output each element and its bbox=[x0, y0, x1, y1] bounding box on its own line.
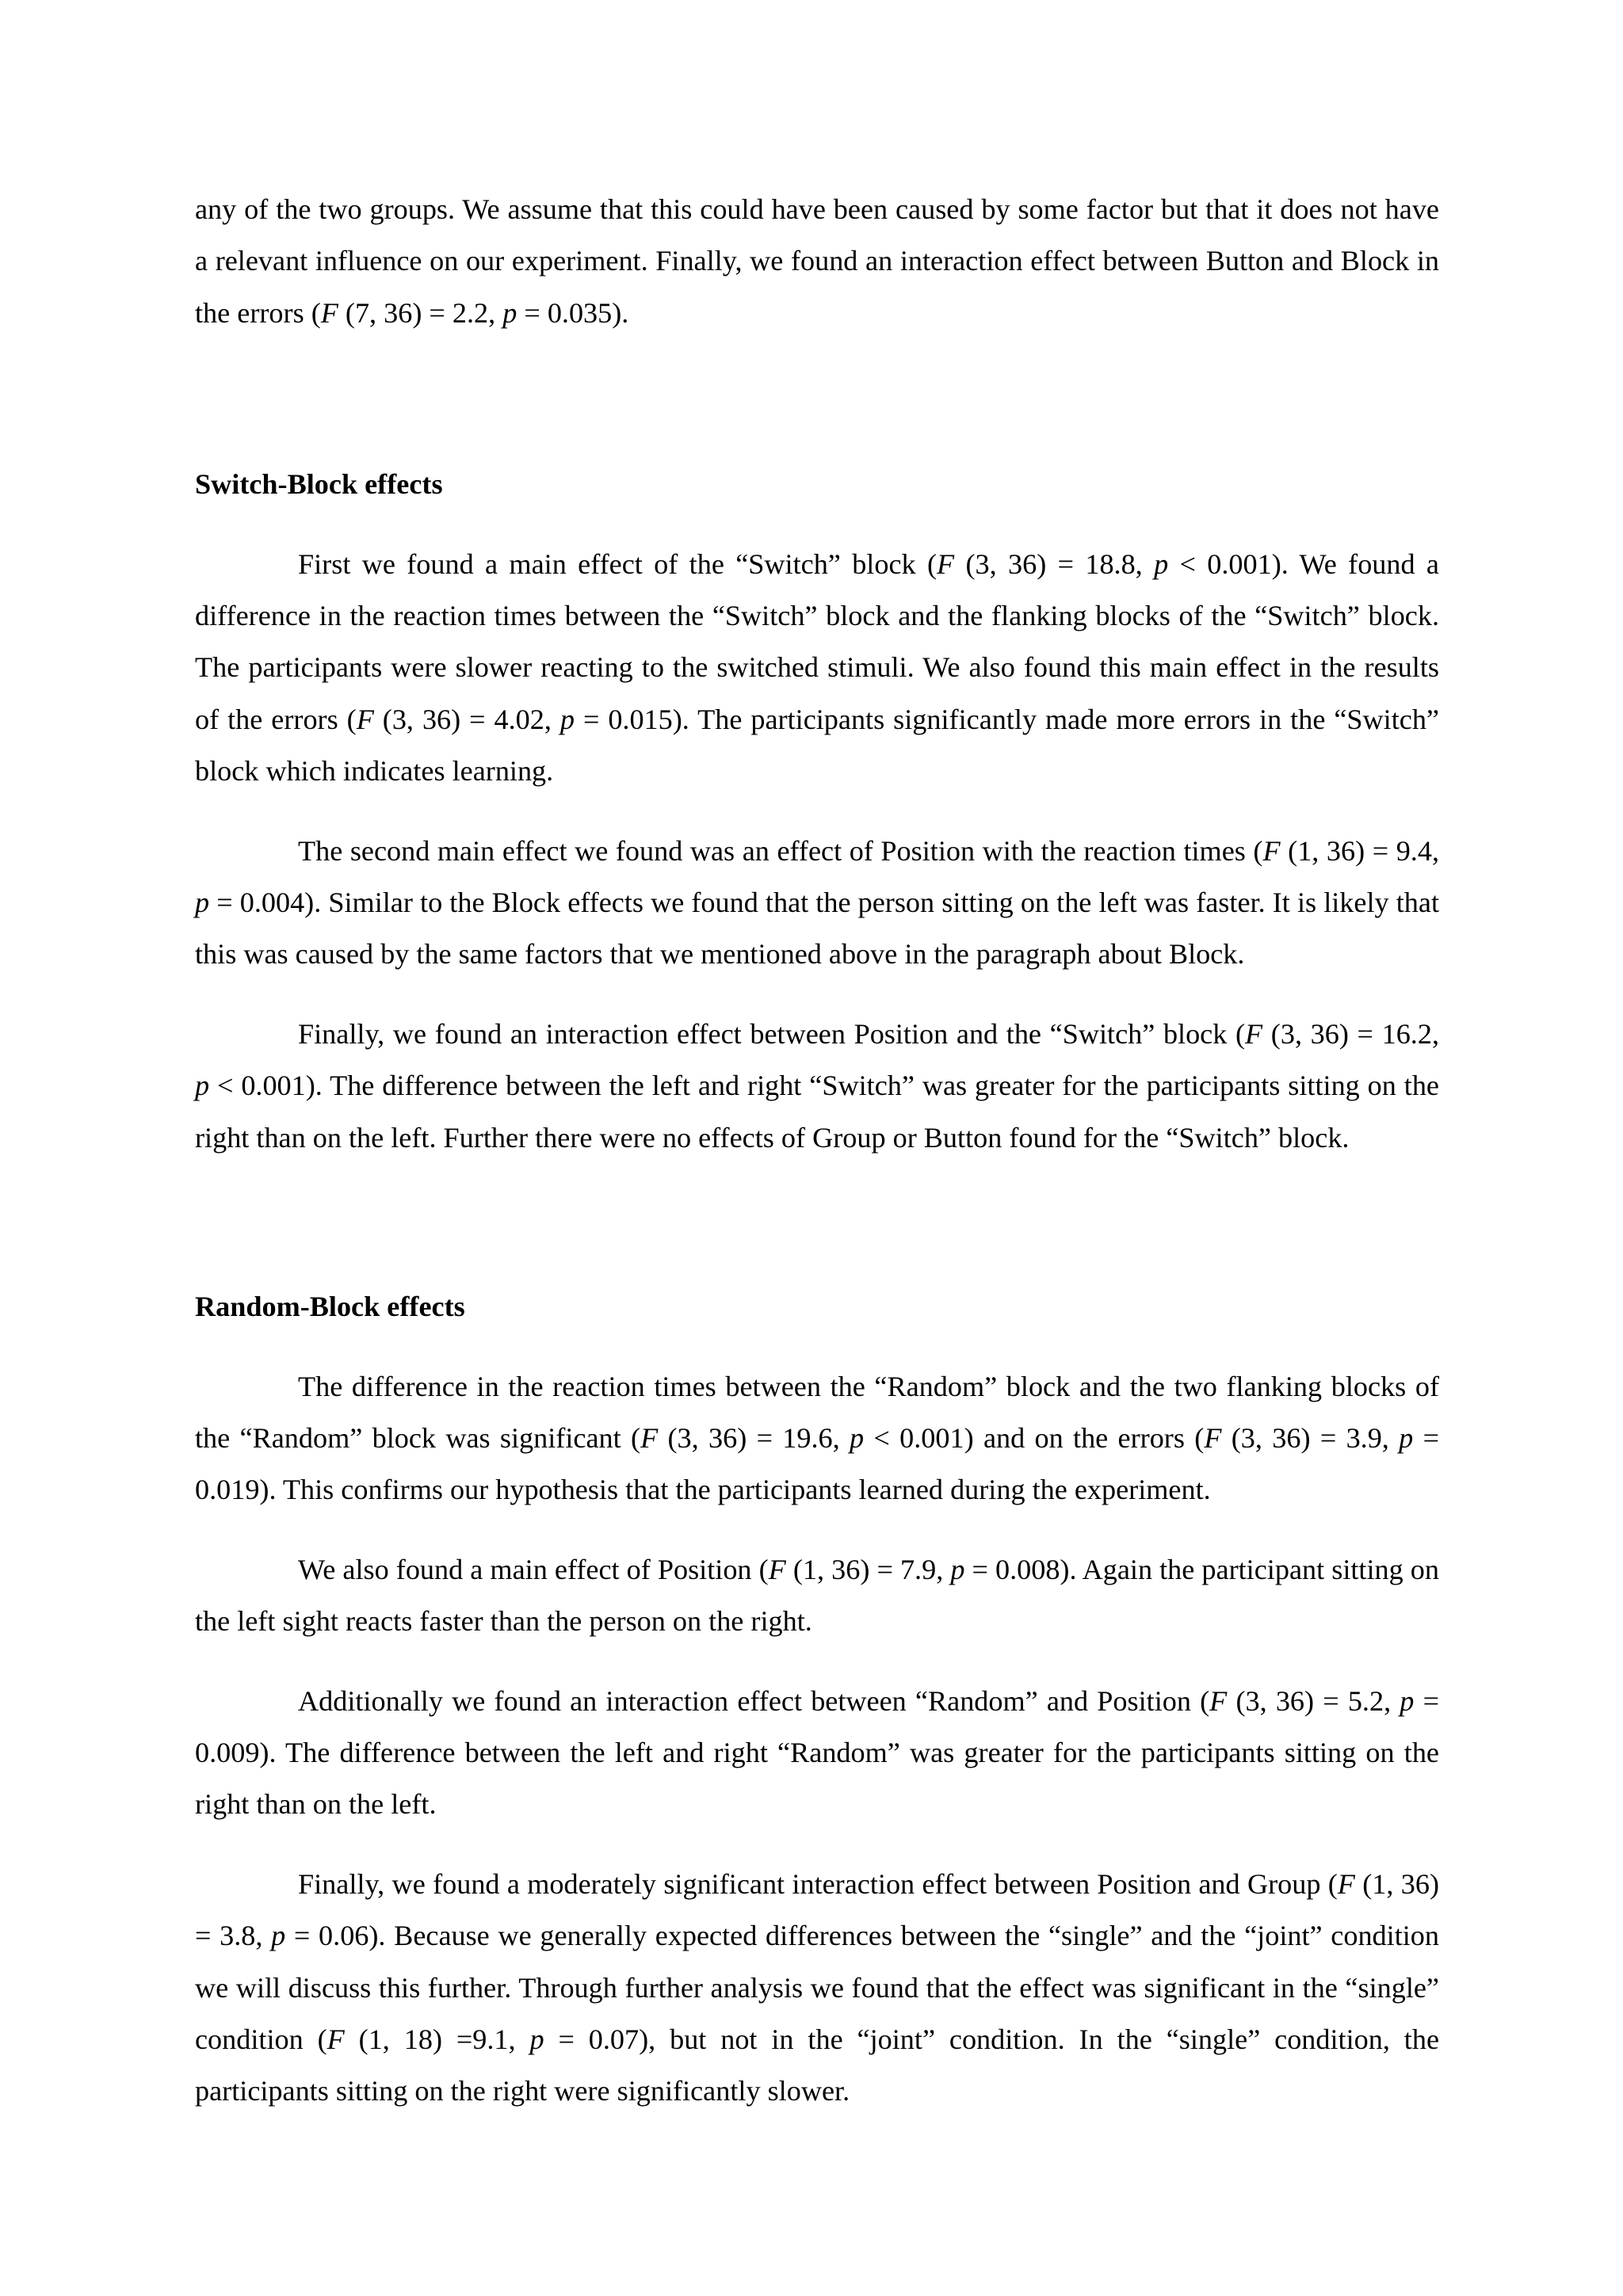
paragraph-switch-main-effect: First we found a main effect of the “Switch” block (F (3, 36) = 18.8, p < 0.001). We found a difference in the reaction times between the “Switch” block and the flanking blocks of the “Switch” block. The participants were slower reacting to the switched stimuli. We also found this main effect in the results of the errors (F (3, 36) = 4.02, p = 0.015). The participants significantly made more errors in the “Switch” block which indicates learning. bbox=[195, 547, 1439, 788]
document-page bbox=[195, 184, 1439, 2118]
paragraph-switch-interaction: Finally, we found an interaction effect between Position and the “Switch” block (F (3, 36) = 16.2, p < 0.001). The difference between the left and right “Switch” was greater for the participants sitting on the right than on the left. Further there were no effects of Group or Button found for the “Switch” block. bbox=[195, 1017, 1439, 1154]
section-heading-switch-block: Switch-Block effects bbox=[195, 468, 443, 501]
paragraph-random-main-effect: The difference in the reaction times between the “Random” block and the two flanking blocks of the “Random” block was significant (F (3, 36) = 19.6, p < 0.001) and on the errors (F (3, 36) = 3.9, p = 0.019). This confirms our hypothesis that the participants learned during the experiment. bbox=[195, 1370, 1439, 1506]
paragraph-switch-position-effect: The second main effect we found was an effect of Position with the reaction times (F (1, 36) = 9.4, p = 0.004). Similar to the Block effects we found that the person sitting on the left was faster. It is likely that this was caused by the same factors that we mentioned above in the paragraph about Block. bbox=[195, 834, 1439, 971]
paragraph-random-interaction: Additionally we found an interaction effect between “Random” and Position (F (3, 36) = 5.2, p = 0.009). The difference between the left and right “Random” was greater for the participants sitting on the right than on the left. bbox=[195, 1684, 1439, 1821]
section-heading-random-block: Random-Block effects bbox=[195, 1291, 465, 1323]
paragraph-random-position-effect: We also found a main effect of Position (F (1, 36) = 7.9, p = 0.008). Again the participant sitting on the left sight reacts faster than the person on the right. bbox=[195, 1553, 1439, 1638]
paragraph-intro-continuation: any of the two groups. We assume that this could have been caused by some factor but that it does not have a relevant influence on our experiment. Finally, we found an interaction effect between Button and Block in the errors (F (7, 36) = 2.2, p = 0.035). bbox=[195, 193, 1439, 329]
paragraph-position-group-interaction: Finally, we found a moderately significant interaction effect between Position and Group (F (1, 36) = 3.8, p = 0.06). Because we generally expected differences between the “single” and the “joint” condition we will discuss this further. Through further analysis we found that the effect was significant in the “single” condition (F (1, 18) =9.1, p = 0.07), but not in the “joint” condition. In the “single” condition, the participants sitting on the right were significantly slower. bbox=[195, 1867, 1440, 2107]
